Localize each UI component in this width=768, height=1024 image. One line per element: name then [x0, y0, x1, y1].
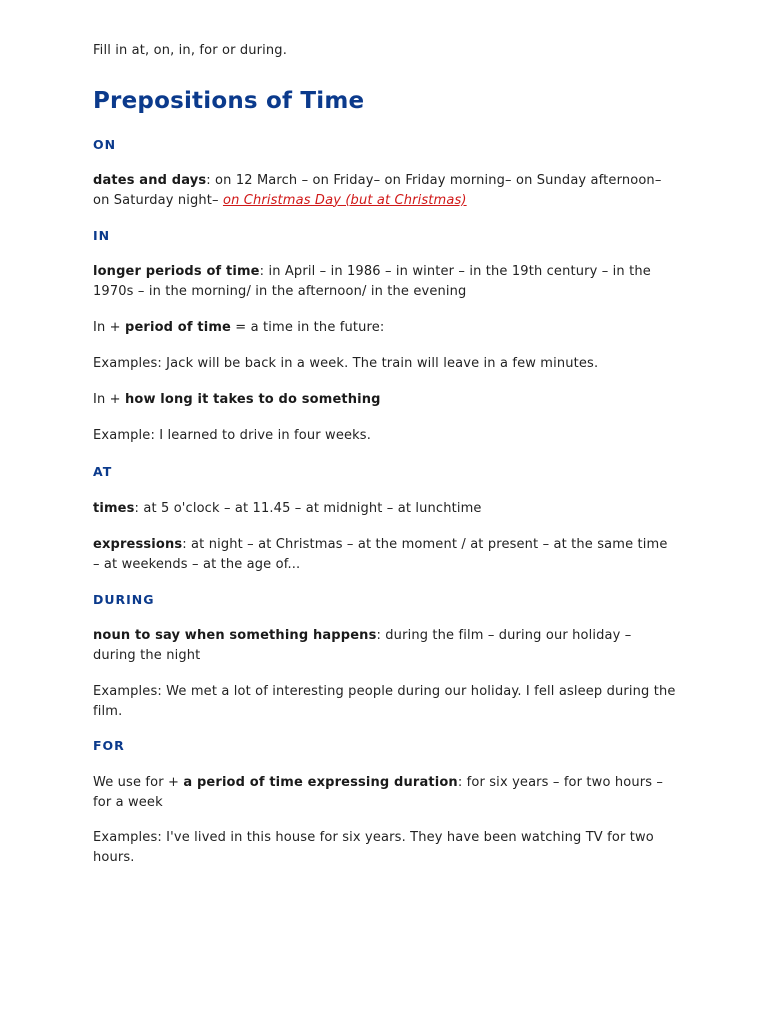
for-text: : for six years – for two hours – for a week: [93, 775, 664, 810]
in-how-long: [93, 390, 678, 410]
at-expressions: [93, 535, 678, 574]
section-heading-for: FOR: [93, 738, 125, 753]
in-period-future: [93, 318, 678, 338]
for-examples: Examples: I've lived in this house for six years. They have been watching TV for two hours.: [93, 830, 654, 865]
on-dates-and-days: [93, 171, 678, 210]
at-times-term: times: [93, 501, 135, 516]
in-example-drive: Example: I learned to drive in four weeks.: [93, 428, 371, 443]
at-expressions-term: expressions: [93, 537, 183, 552]
during-noun: [93, 626, 678, 665]
during-examples: Examples: We met a lot of interesting people during our holiday. I fell asleep during the film.: [93, 684, 676, 719]
in-examples: Examples: Jack will be back in a week. The train will leave in a few minutes.: [93, 356, 599, 371]
in-period-post: = a time in the future:: [230, 320, 385, 335]
section-heading-in: IN: [93, 228, 111, 243]
at-times: [93, 499, 678, 519]
in-longer-periods: [93, 262, 678, 301]
for-pre: We use for +: [93, 775, 184, 790]
section-heading-at: AT: [93, 464, 113, 479]
for-duration: [93, 773, 678, 812]
on-rule-text: : on 12 March – on Friday– on Friday morning– on Sunday afternoon– on Saturday night–: [93, 173, 662, 208]
during-term: noun to say when something happens: [93, 628, 377, 643]
for-term: a period of time expressing duration: [183, 775, 458, 790]
in-period-term: period of time: [124, 320, 231, 335]
in-rule-term: longer periods of time: [93, 264, 260, 279]
christmas-day-link[interactable]: on Christmas Day (but at Christmas): [222, 192, 467, 208]
during-text: : during the film – during our holiday – during the night: [93, 628, 632, 663]
intro-instruction: Fill in at, on, in, for or during.: [93, 43, 287, 58]
in-period-pre: In +: [93, 320, 125, 335]
in-how-long-pre: In +: [93, 392, 125, 407]
at-expressions-text: : at night – at Christmas – at the moment / at present – at the same time – at weekends – at the age of...: [93, 537, 668, 572]
section-heading-during: DURING: [93, 592, 155, 607]
in-how-long-term: how long it takes to do something: [124, 392, 381, 407]
section-heading-on: ON: [93, 137, 117, 152]
at-times-text: : at 5 o'clock – at 11.45 – at midnight – at lunchtime: [134, 501, 482, 516]
page-title: Prepositions of Time: [93, 88, 365, 114]
on-rule-term: dates and days: [93, 173, 207, 188]
in-rule-text: : in April – in 1986 – in winter – in the 19th century – in the 1970s – in the morning/ in the afternoon/ in the evening: [93, 264, 651, 299]
